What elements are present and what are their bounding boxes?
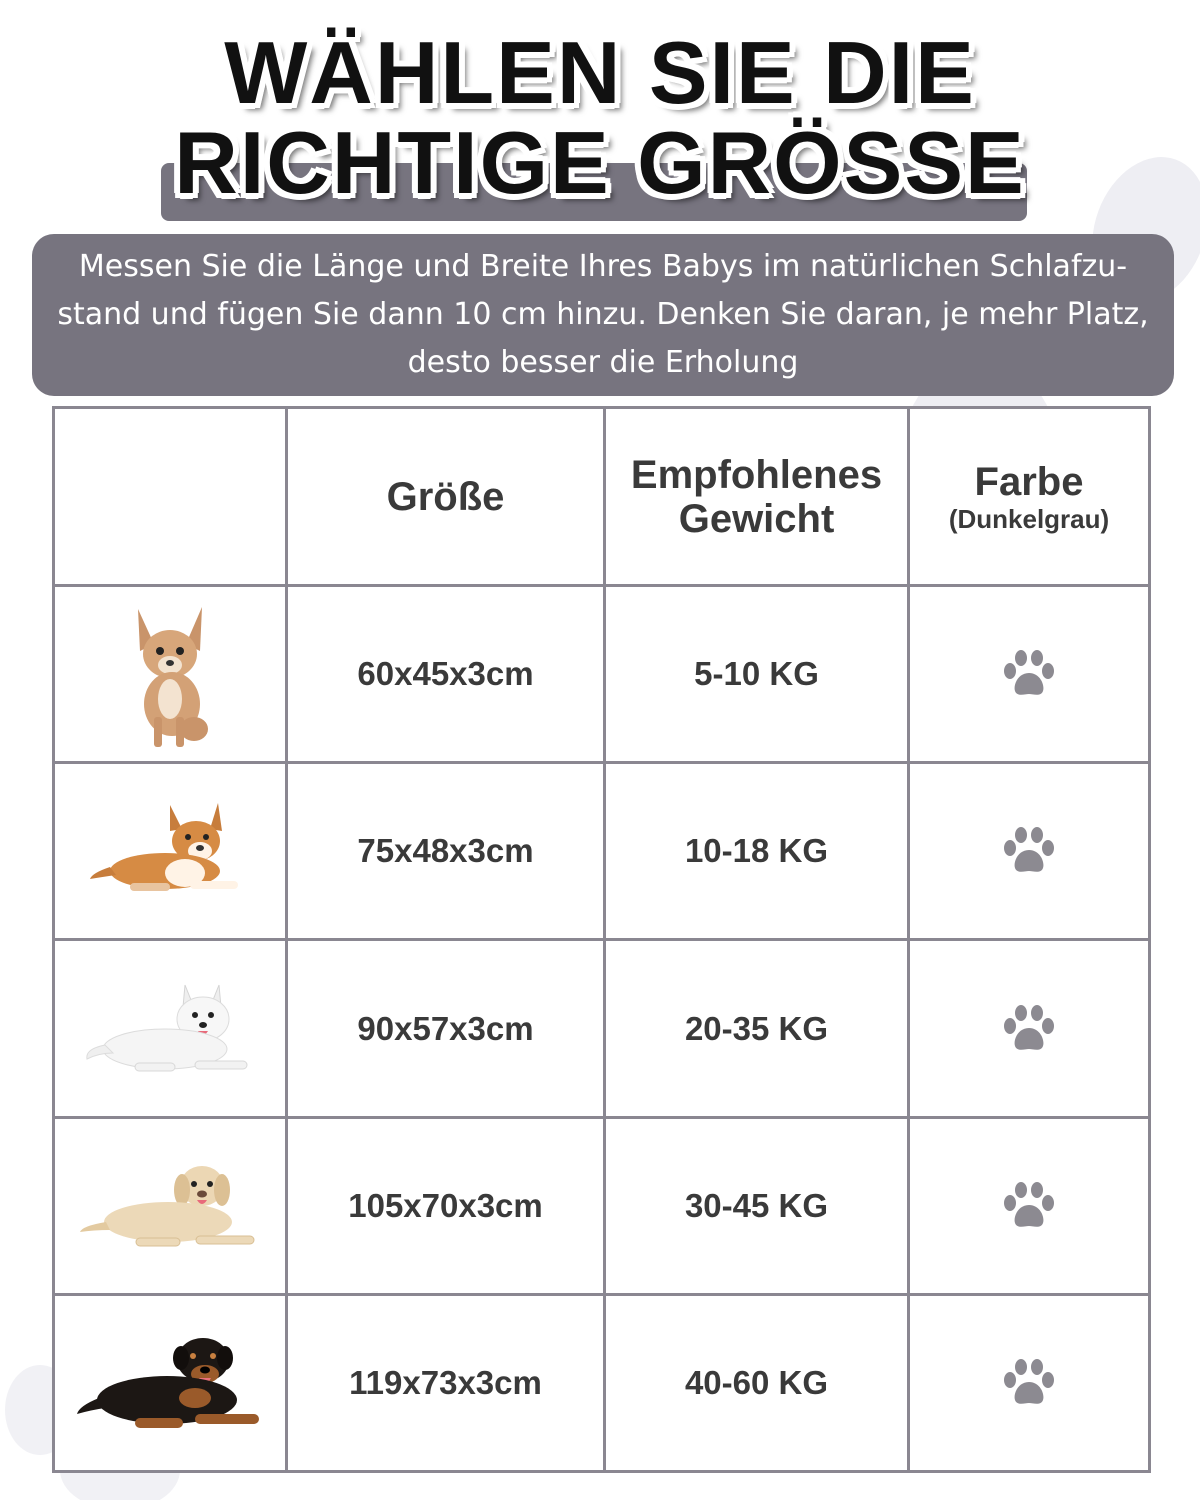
paw-icon [1003,1004,1055,1054]
header-color-label: Farbe [974,459,1084,504]
dog-image-cell [54,586,287,763]
color-cell [909,1294,1150,1471]
color-cell [909,940,1150,1117]
table-row [54,940,1150,1117]
size-table [52,406,1151,1473]
table-row [54,763,1150,940]
intro-line-2: stand und fügen Sie dann 10 cm hinzu. Denken Sie daran, je mehr Platz, [57,297,1149,332]
color-cell [909,586,1150,763]
table-row [54,1294,1150,1471]
paw-icon [1003,826,1055,876]
dog-image-cell [54,940,287,1117]
title-line-1: WÄHLEN SIE DIE [224,23,976,122]
corgi-icon [90,801,250,901]
intro-line-3: desto besser die Erholung [407,345,799,380]
header-empty-cell [54,408,287,586]
size-cell: 60x45x3cm [287,586,605,763]
labrador-icon [80,1156,260,1256]
chihuahua-icon [110,599,230,749]
table-row [54,1117,1150,1294]
weight-cell: 20-35 KG [605,940,909,1117]
paw-icon [1003,1358,1055,1408]
size-cell: 119x73x3cm [287,1294,605,1471]
intro-line-1: Messen Sie die Länge und Breite Ihres Babys im natürlichen Schlafzu- [78,249,1128,284]
paw-icon [1003,1181,1055,1231]
title-line-2: RICHTIGE GRÖSSE [174,113,1026,212]
header-weight [605,408,909,586]
header-color-note: (Dunkelgrau) [948,503,1110,534]
size-cell: 75x48x3cm [287,763,605,940]
table-header-row [54,408,1150,586]
color-cell [909,763,1150,940]
samoyed-icon [85,979,255,1079]
header-weight-line-2: Gewicht [678,496,835,541]
weight-cell: 5-10 KG [605,586,909,763]
header-color [909,408,1150,586]
weight-cell: 40-60 KG [605,1294,909,1471]
page-title [0,23,1200,212]
header-size [287,408,605,586]
intro-panel [32,234,1174,396]
table-row [54,586,1150,763]
size-cell: 105x70x3cm [287,1117,605,1294]
header-size-label: Größe [386,474,505,519]
dog-image-cell [54,763,287,940]
size-cell: 90x57x3cm [287,940,605,1117]
color-cell [909,1117,1150,1294]
header-weight-line-1: Empfohlenes [630,452,883,497]
weight-cell: 30-45 KG [605,1117,909,1294]
dog-image-cell [54,1294,287,1471]
paw-icon [1003,649,1055,699]
dog-image-cell [54,1117,287,1294]
rottweiler-icon [75,1328,265,1438]
weight-cell: 10-18 KG [605,763,909,940]
